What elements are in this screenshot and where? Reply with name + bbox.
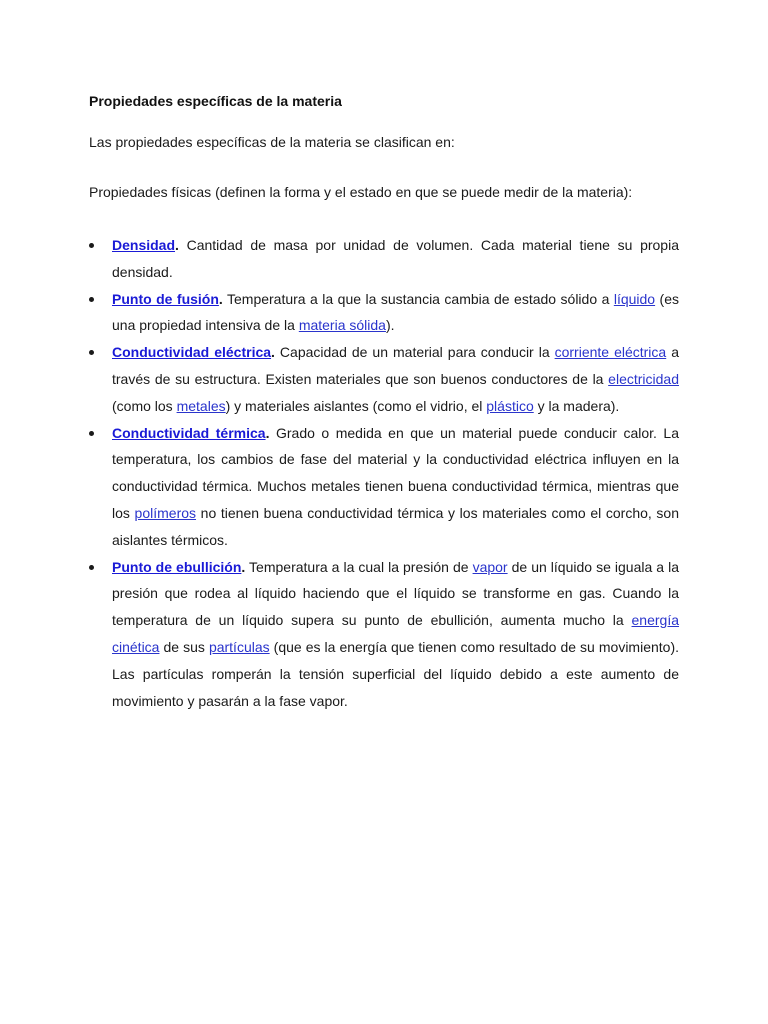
link-conductividad-termica[interactable]: Conductividad térmica bbox=[112, 424, 266, 441]
link-metales[interactable]: metales bbox=[176, 397, 226, 414]
item-text: Cantidad de masa por unidad de volumen. Cada material tiene su propia densidad. bbox=[112, 237, 679, 280]
term-period: . bbox=[241, 558, 246, 575]
item-text: Temperatura a la que la sustancia cambia de estado sólido a bbox=[222, 290, 614, 307]
list-item-conductividad-termica bbox=[89, 420, 679, 554]
term-period: . bbox=[265, 424, 270, 441]
item-text: (que es la energía que tienen como resultado de su movimiento). Las partículas romperán la tensión superficial del líquido debido a este aumento de movimiento y pasarán a la fase vapor. bbox=[112, 638, 680, 709]
item-text: Grado o medida en que un material puede conducir calor. La temperatura, los cambios de fase del material y la conductividad eléctrica influyen en la conductividad térmica. Muchos metales tienen buena conductividad térmica, mientras que los bbox=[112, 424, 680, 521]
link-punto-de-fusion[interactable]: Punto de fusión bbox=[112, 290, 219, 307]
item-text: y la madera). bbox=[533, 397, 620, 414]
bullet-icon bbox=[89, 243, 94, 248]
list-item-conductividad-electrica bbox=[89, 339, 679, 419]
list-item-punto-de-fusion bbox=[89, 286, 679, 340]
link-particulas[interactable]: partículas bbox=[208, 638, 270, 655]
bullet-icon bbox=[89, 297, 94, 302]
link-conductividad-electrica[interactable]: Conductividad eléctrica bbox=[112, 344, 272, 361]
item-text: de sus bbox=[159, 638, 209, 655]
item-text: de un líquido se iguala a la presión que rodea al líquido haciendo que el líquido se transforme en gas. Cuando la temperatura de un líquido supera su punto de ebullición, aumenta mucho la bbox=[112, 558, 679, 629]
item-text: ). bbox=[385, 317, 395, 334]
link-electricidad[interactable]: electricidad bbox=[608, 370, 679, 387]
list-item-densidad bbox=[89, 232, 679, 286]
term-period: . bbox=[271, 344, 275, 361]
properties-list bbox=[89, 232, 679, 714]
item-text: no tienen buena conductividad térmica y los materiales como el corcho, son aislantes térmicos. bbox=[112, 504, 679, 548]
item-text: Temperatura a la cual la presión de bbox=[245, 558, 473, 575]
item-text: ) y materiales aislantes (como el vidrio, el bbox=[225, 397, 487, 414]
physical-properties-paragraph: Propiedades físicas (definen la forma y el estado en que se puede medir de la materia): bbox=[89, 184, 633, 200]
link-corriente-electrica[interactable]: corriente eléctrica bbox=[554, 344, 667, 361]
link-vapor[interactable]: vapor bbox=[472, 558, 508, 575]
link-liquido[interactable]: líquido bbox=[613, 290, 656, 307]
link-materia-solida[interactable]: materia sólida bbox=[298, 317, 386, 334]
link-punto-de-ebullicion[interactable]: Punto de ebullición bbox=[112, 558, 242, 575]
link-plastico[interactable]: plástico bbox=[486, 397, 534, 414]
document-title: Propiedades específicas de la materia bbox=[89, 93, 342, 109]
bullet-icon bbox=[89, 565, 94, 570]
bullet-icon bbox=[89, 431, 94, 436]
link-energia-cinetica[interactable]: energía cinética bbox=[112, 612, 679, 655]
list-item-punto-de-ebullicion bbox=[89, 554, 679, 715]
term-period: . bbox=[218, 290, 223, 307]
item-text: (como los bbox=[112, 397, 177, 414]
item-text: a través de su estructura. Existen materiales que son buenos conductores de la bbox=[112, 344, 679, 387]
term-period: . bbox=[175, 237, 179, 253]
item-text: (es una propiedad intensiva de la bbox=[112, 290, 680, 334]
item-text: Capacidad de un material para conducir la bbox=[274, 344, 555, 361]
link-polimeros[interactable]: polímeros bbox=[134, 504, 197, 521]
link-densidad[interactable]: Densidad bbox=[112, 237, 176, 253]
bullet-icon bbox=[89, 350, 94, 355]
intro-paragraph: Las propiedades específicas de la materia se clasifican en: bbox=[89, 134, 455, 150]
